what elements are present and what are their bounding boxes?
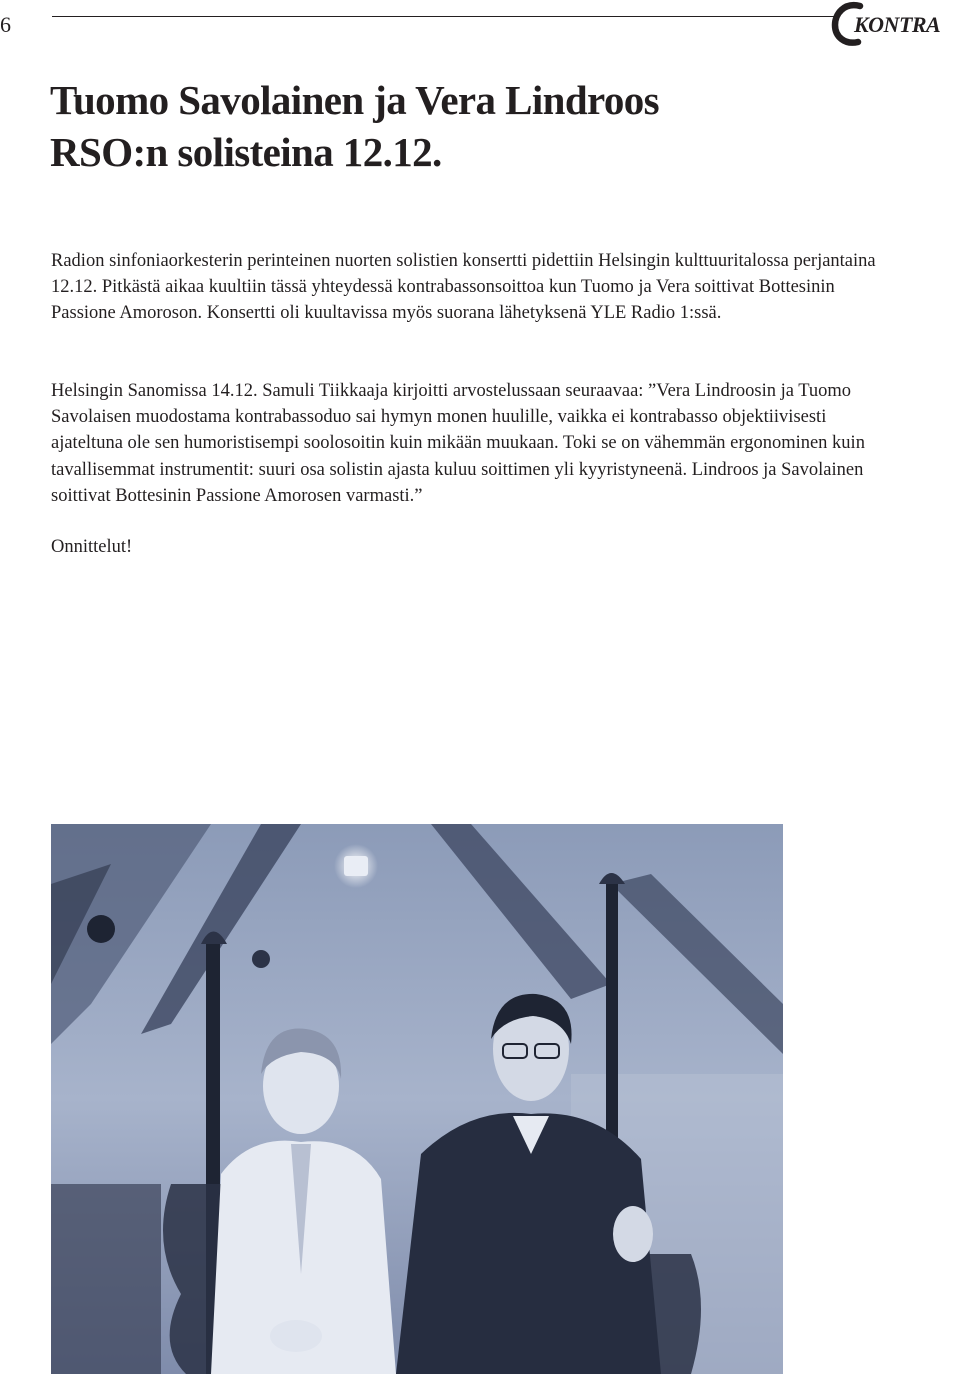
article-title [50, 74, 659, 178]
title-line-2: RSO:n solisteina 12.12. [50, 129, 442, 175]
kontra-logo [830, 0, 958, 46]
title-line-1: Tuomo Savolainen ja Vera Lindroos [50, 77, 660, 123]
page-number: 6 [0, 12, 11, 37]
paragraph-intro: Radion sinfoniaorkesterin perinteinen nuorten solistien konsertti pidettiin Helsingin kulttuuritalossa perjantaina 12.12. Pitkästä aikaa kuultiin tässä yhteydessä kontrabassonsoittoa kun Tuomo ja Vera soittivat Bottesinin Passione Amoroson. Konsertti oli kuultavissa myös suorana lähetyksenä YLE Radio 1:ssä. [51, 251, 876, 324]
logo-text: KONTRA [854, 12, 941, 37]
concert-photo [51, 824, 783, 1374]
header-rule [52, 16, 838, 17]
paragraph-congrats: Onnittelut! [51, 537, 133, 557]
paragraph-review: Helsingin Sanomissa 14.12. Samuli Tiikkaaja kirjoitti arvostelussaan seuraavaa: ”Vera Lindroosin ja Tuomo Savolaisen muodostama kontrabassoduo sai hymyn monen huulille, vaikka ei kontrabasso objektiivisesti ajateltuna ole sen humoristisempi soolosoitin kuin mikään muukaan. Toki se on vähemmän ergonominen kuin tavallisemmat instrumentit: suuri osa solistin ajasta kuluu soittimen yli kyyristyneenä. Lindroos ja Savolainen soittivat Bottesinin Passione Amorosen varmasti.” [51, 381, 865, 506]
